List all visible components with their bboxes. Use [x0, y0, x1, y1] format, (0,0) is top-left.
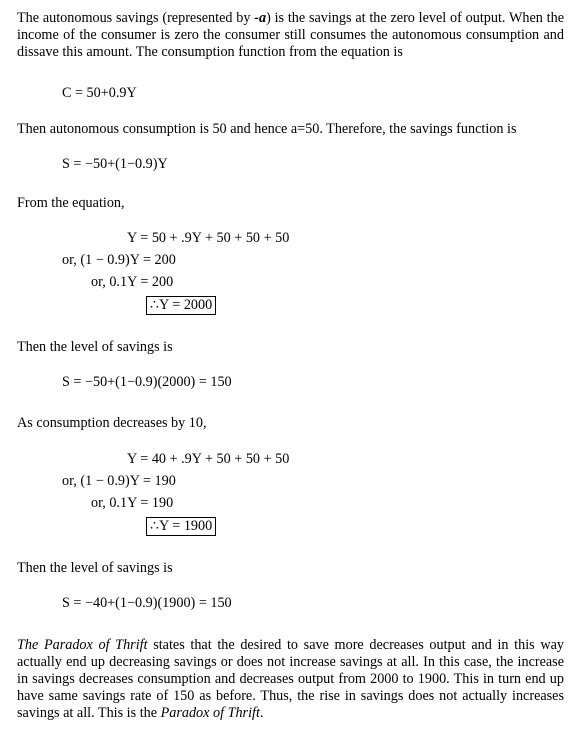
income-result-box-2: ∴Y = 1900 — [146, 517, 216, 536]
paragraph-savings-level-1: Then the level of savings is — [17, 339, 173, 355]
bold-term: -a — [254, 10, 267, 26]
paragraph-paradox-of-thrift — [17, 637, 564, 722]
income-result-box: ∴Y = 2000 — [146, 296, 216, 315]
paragraph-text: . — [259, 705, 264, 721]
paragraph-autonomous-consumption: Then autonomous consumption is 50 and hence a=50. Therefore, the savings function is — [17, 121, 517, 137]
paragraph-text: The autonomous savings (represented by — [17, 10, 255, 26]
paragraph-savings-level-2: Then the level of savings is — [17, 560, 173, 576]
savings-function-equation: S = −50+(1−0.9)Y — [62, 156, 168, 172]
savings-level-equation-2: S = −40+(1−0.9)(1900) = 150 — [62, 595, 232, 611]
italic-term: The Paradox of Thrift — [17, 637, 148, 653]
paragraph-text: ) is the savings at the zero level of output. When the income of the consumer is zero the consumer still consumes the autonomous consumption and dissave this amount. The consumption function from the equation is — [17, 10, 564, 60]
paragraph-autonomous-savings — [17, 10, 564, 61]
paragraph-text: states that the desired to save more decreases output and in this way actually end up decreasing savings or does not increase savings at all. In this case, the increase in savings decreases consumption and decreases output from 2000 to 1900. This in turn end up have same savings rate of 150 as before. Thus, the rise in savings does not actually increases savings at all. This is the — [17, 637, 564, 721]
savings-level-equation-1: S = −50+(1−0.9)(2000) = 150 — [62, 374, 232, 390]
income-step-4: or, 0.1Y = 190 — [91, 495, 174, 511]
consumption-equation: C = 50+0.9Y — [62, 85, 137, 101]
income-step-2: or, 0.1Y = 200 — [91, 274, 174, 290]
income-step-3: or, (1 − 0.9)Y = 190 — [62, 473, 176, 489]
paragraph-from-equation: From the equation, — [17, 195, 125, 211]
income-equation-2: Y = 40 + .9Y + 50 + 50 + 50 — [127, 451, 290, 467]
income-equation-1: Y = 50 + .9Y + 50 + 50 + 50 — [127, 230, 290, 246]
italic-term: Paradox of Thrift — [160, 705, 260, 721]
income-step-1: or, (1 − 0.9)Y = 200 — [62, 252, 176, 268]
paragraph-consumption-decreases: As consumption decreases by 10, — [17, 415, 207, 431]
